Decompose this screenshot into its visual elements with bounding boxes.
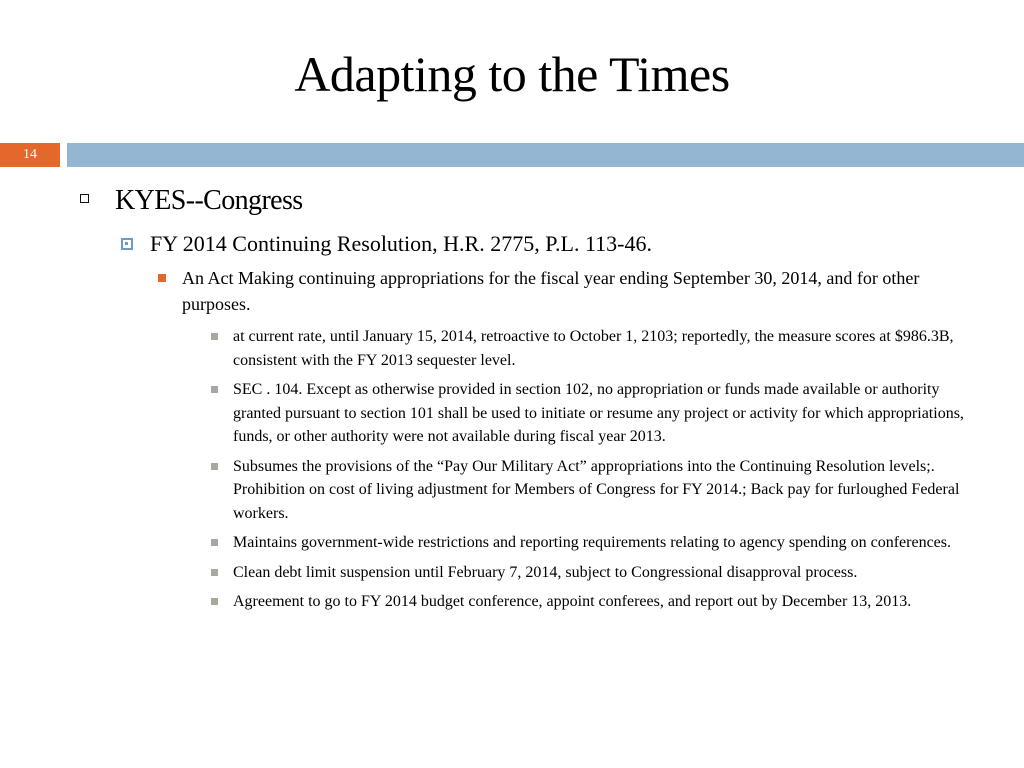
list-item-text: SEC . 104. Except as otherwise provided in section 102, no appropriation or funds made available or authority granted pursuant to section 101 shall be used to initiate or resume any project or activity for which appropriations, funds, or other authority were not available during fiscal year 2013. [233, 381, 964, 445]
bullet-level-2-text: FY 2014 Continuing Resolution, H.R. 2775, P.L. 113-46. [150, 231, 652, 256]
orange-square-bullet-icon [158, 274, 166, 282]
gray-square-bullet-icon [211, 333, 218, 340]
bullet-level-1 [115, 180, 964, 222]
list-item-text: Clean debt limit suspension until February 7, 2014, subject to Congressional disapproval process. [233, 563, 858, 581]
list-item-text: Maintains government-wide restrictions and reporting requirements relating to agency spending on conferences. [233, 534, 951, 551]
title-divider-bar [0, 143, 1024, 167]
list-item [233, 590, 969, 614]
slide-body [0, 180, 1024, 620]
list-item [233, 531, 969, 555]
bullet-level-3 [182, 266, 956, 317]
list-item [233, 455, 969, 526]
bullet-level-1-text: KYES--Congress [115, 185, 303, 216]
framed-square-bullet-icon [121, 238, 133, 250]
hollow-square-bullet-icon [80, 194, 89, 203]
gray-square-bullet-icon [211, 598, 218, 605]
list-item [233, 325, 969, 372]
gray-square-bullet-icon [211, 386, 218, 393]
list-item-text: Agreement to go to FY 2014 budget conference, appoint conferees, and report out by December 13, 2013. [233, 593, 912, 610]
bullet-level-2 [150, 224, 964, 264]
list-item [233, 378, 969, 449]
gray-square-bullet-icon [211, 463, 218, 470]
slide-number: 14 [0, 143, 60, 167]
slide-title: Adapting to the Times [294, 46, 730, 102]
gray-square-bullet-icon [211, 569, 218, 576]
list-item-text: Subsumes the provisions of the “Pay Our Military Act” appropriations into the Continuing Resolution levels;. Prohibition on cost of living adjustment for Members of Congress for FY 2014.; Back pay for furloughed Federal workers. [233, 457, 960, 522]
accent-band [67, 143, 1024, 167]
bullet-level-3-text: An Act Making continuing appropriations for the fiscal year ending September 30, 2014, and for other purposes. [182, 268, 920, 314]
bullet-level-4-list [0, 325, 1024, 614]
list-item-text: at current rate, until January 15, 2014, retroactive to October 1, 2103; reportedly, the measure scores at $986.3B, consistent with the FY 2013 sequester level. [233, 328, 954, 369]
gray-square-bullet-icon [211, 539, 218, 546]
list-item [233, 561, 969, 585]
